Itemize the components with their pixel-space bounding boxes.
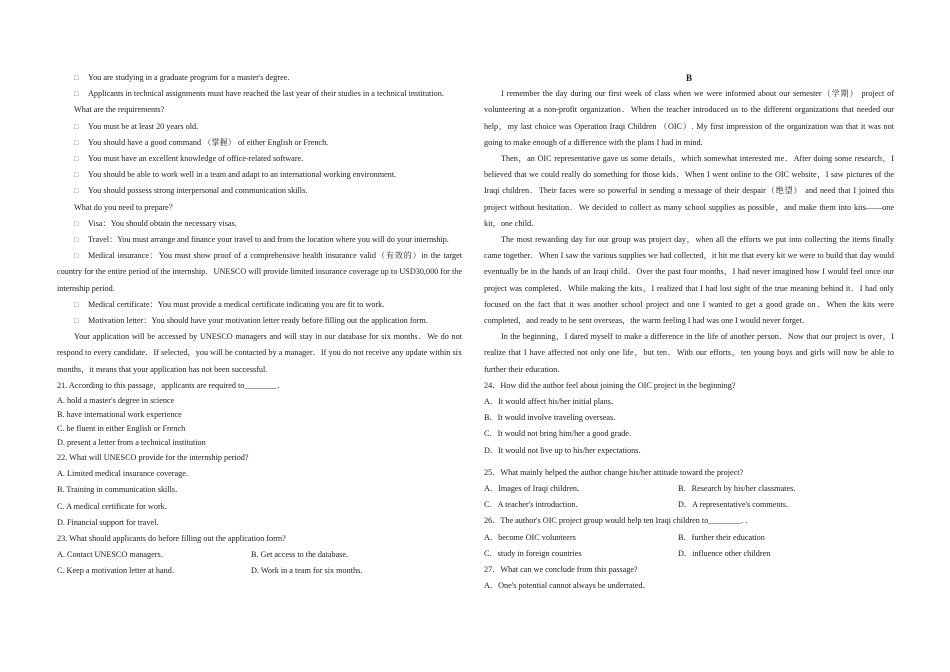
option-row [57, 547, 462, 563]
option: D．A representative's comments． [678, 500, 795, 510]
option: A．It would affect his/her initial plans． [484, 397, 620, 407]
option: A．become OIC volunteers [484, 532, 576, 542]
passage-heading: B [685, 73, 692, 83]
question-26: 26．The author's OIC project group would help ten Iraqi children to________．． [484, 516, 754, 526]
option: D．influence other children [678, 548, 771, 558]
question-21: 21. According to this passage，applicants are required to________． [57, 380, 286, 390]
option: A. Limited medical insurance coverage． [57, 469, 195, 479]
option: B. have international work experience [57, 410, 182, 420]
question-27: 27．What can we conclude from this passage? [484, 565, 638, 575]
option-row [57, 563, 462, 579]
option-row [484, 530, 894, 546]
question-23: 23. What should applicants do before filling out the application form? [57, 534, 286, 544]
option: D．It would not live up to his/her expectations． [484, 445, 647, 455]
question-25: 25．What mainly helped the author change his/her attitude toward the project? [484, 467, 744, 477]
requirements-question: What are the requirements? [74, 105, 165, 115]
question-24: 24．How did the author feel about joining the OIC project in the beginning? [484, 380, 736, 390]
bullet-item: □ You are studying in a graduate program for a master's degree. [57, 70, 462, 86]
bullet-icon: □ [74, 317, 79, 326]
option: B. Training in communication skills． [57, 485, 184, 495]
right-column [484, 70, 894, 595]
option: C．A teacher's introduction． [484, 500, 584, 510]
bullet-item: □ Medical insurance：You must show proof of a comprehensive health insurance valid（有效的）in the target country for the entire period of the internship．UNESCO will provide limited insurance coverage up to USD30,000 for the internship period. [57, 248, 462, 297]
bullet-icon: □ [74, 155, 79, 164]
bullet-item: □ Travel：You must arrange and finance your travel to and from the location where you will do your internship. [57, 232, 462, 248]
option: D. Financial support for travel． [57, 517, 165, 527]
closing-paragraph: Your application will be accessed by UNESCO managers and will stay in our database for six months．We do not respond to every candidate．If selected，you will be contacted by a manager．If you do not receive any update within six months，it means that your application has not been successful. [57, 332, 462, 374]
bullet-icon: □ [74, 171, 79, 180]
bullet-icon: □ [74, 74, 79, 82]
option-row [484, 497, 894, 513]
question-22: 22. What will UNESCO provide for the internship period? [57, 453, 249, 463]
bullet-icon: □ [74, 90, 79, 99]
option: C．It would not bring him/her a good grade． [484, 429, 638, 439]
option: B．Research by his/her classmates． [678, 484, 802, 494]
option: C. A medical certificate for work． [57, 501, 173, 511]
option: C. Keep a motivation letter at hand． [57, 566, 181, 576]
bullet-item: □ Applicants in technical assignments must have reached the last year of their studies in a technical institution. [57, 86, 462, 102]
option: A．One's potential cannot always be underrated． [484, 581, 651, 591]
paragraph: I remember the day during our first week of class when we were informed about our semester（学期） project of volunteering at a non-profit organization．When the teacher introduced us to the different organizations that needed our help，my last choice was Operation Iraqi Children （OIC）. My first impression of the organization was that it was not going to make enough of a difference with the plans I had in mind. [484, 89, 894, 147]
option: A．Images of Iraqi children． [484, 484, 586, 494]
left-column [57, 70, 462, 580]
bullet-icon: □ [74, 219, 79, 228]
option: A. Contact UNESCO managers． [57, 550, 169, 560]
option: B．It would involve traveling overseas． [484, 413, 622, 423]
bullet-item: □ Motivation letter：You should have your motivation letter ready before filling out the application form. [57, 313, 462, 329]
paragraph: In the beginning，I dared myself to make a difference in the life of another person．Now that our project is over，I realize that I have affected not only one life，but ten．With our efforts，ten young boys and girls will now be able to further their education． [484, 332, 894, 374]
paragraph: The most rewarding day for our group was project day，when all the efforts we put into collecting the items finally came together．When I saw the various supplies we had collected，it hit me that every kit we were to build that day would eventually be in the hands of an Iraqi child．Over the past four months，I had never imagined how I would feel once our project was completed．While making the kits，I realized that I had lost sight of the true meaning behind it．I had only focused on the fact that it was another school project and one I wanted to get a good grade on．When the kits were completed，and ready to be sent overseas，the warm feeling I had was one I would never forget． [484, 235, 894, 326]
bullet-icon: □ [74, 138, 79, 147]
prepare-question: What do you need to prepare？ [74, 202, 177, 212]
bullet-icon: □ [74, 252, 79, 261]
bullet-icon: □ [74, 187, 79, 196]
bullet-item: □ You should have a good command （掌握） of either English or French. [57, 135, 462, 151]
option-row [484, 546, 894, 562]
bullet-item: □ You must have an excellent knowledge of office-related software. [57, 151, 462, 167]
bullet-item: □ You must be at least 20 years old. [57, 119, 462, 135]
option: B．further their education [678, 532, 765, 542]
option: B. Get access to the database． [251, 550, 355, 560]
option: C．study in foreign countries [484, 548, 582, 558]
option-row [484, 481, 894, 497]
option: C. be fluent in either English or French [57, 424, 186, 434]
option: D. Work in a team for six months． [251, 566, 369, 576]
option: A. hold a master's degree in science [57, 396, 175, 406]
bullet-item: □ You should be able to work well in a team and adapt to an international working environment. [57, 167, 462, 183]
bullet-icon: □ [74, 236, 79, 245]
option: D. present a letter from a technical institution [57, 438, 206, 448]
bullet-item: □ Medical certificate：You must provide a medical certificate indicating you are fit to work. [57, 297, 462, 313]
bullet-item: □ Visa：You should obtain the necessary visas. [57, 216, 462, 232]
paragraph: Then，an OIC representative gave us some details，which somewhat interested me．After doing some research，I believed that we could really do something for those kids．When I went online to the OIC website，I saw pictures of the Iraqi children．Their faces were so powerful in sending a message of their despair（绝望） and need that I joined this project without hesitation．We decided to collect as many school supplies as possible，and make them into kits——one kit，one child． [484, 154, 894, 228]
bullet-icon: □ [74, 300, 79, 309]
bullet-item: □ You should possess strong interpersonal and communication skills. [57, 183, 462, 199]
bullet-icon: □ [74, 122, 79, 131]
